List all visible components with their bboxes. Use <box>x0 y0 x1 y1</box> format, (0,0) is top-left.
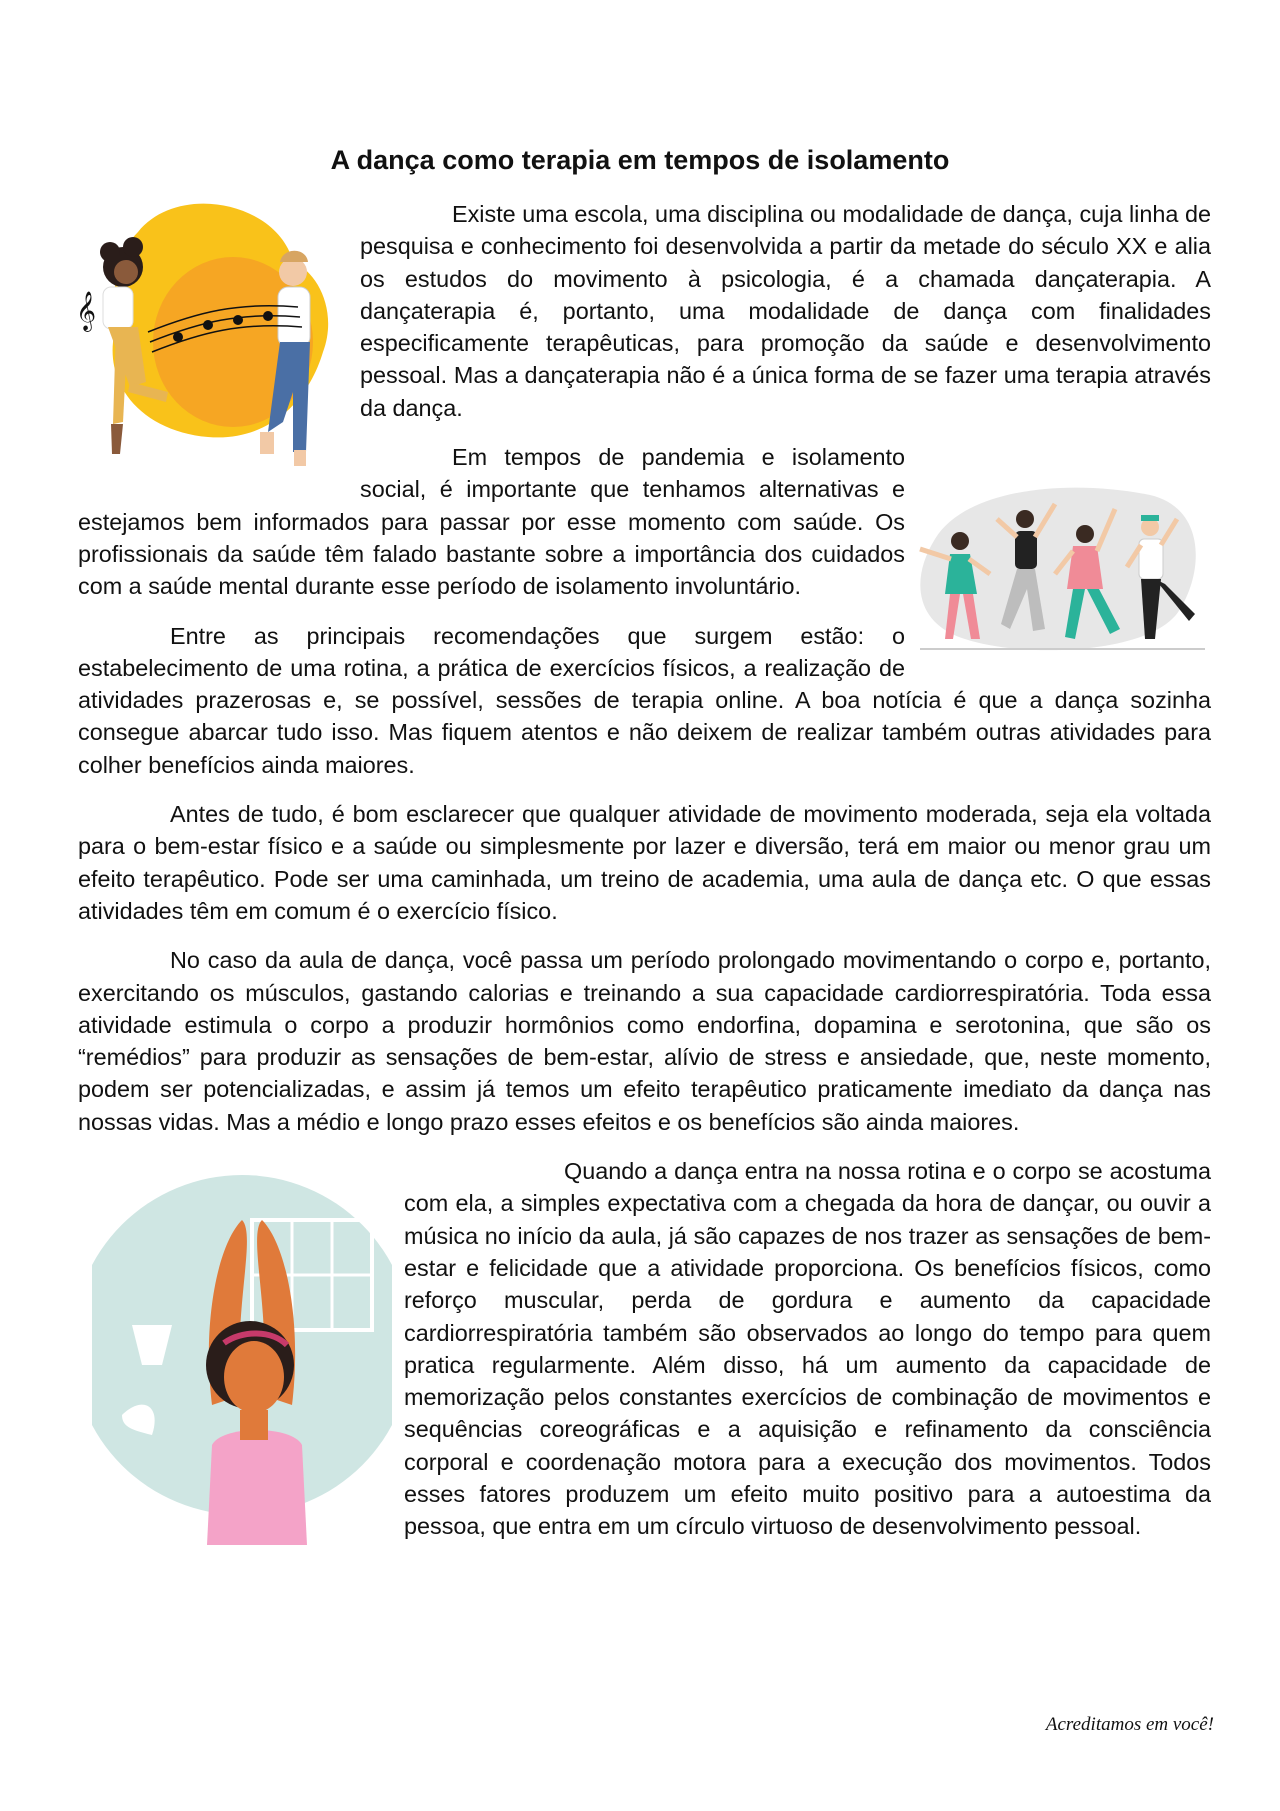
paragraph-3: Entre as principais recomendações que surgem estão: o estabelecimento de uma rotina, a prática de exercícios físicos, a realização de atividades prazerosas e, se possível, sessões de terapia online. A boa notícia é que a dança sozinha consegue abarcar tudo isso. Mas fiquem atentos e não deixem de realizar também outras atividades para colher benefícios ainda maiores. <box>78 622 1211 778</box>
paragraph-4: Antes de tudo, é bom esclarecer que qualquer atividade de movimento moderada, seja ela voltada para o bem-estar físico e a saúde ou simplesmente por lazer e diversão, terá em maior ou menor grau um efeito terapêutico. Pode ser uma caminhada, um treino de academia, uma aula de dança etc. O que essas atividades têm em comum é o exercício físico. <box>78 801 1211 924</box>
paragraph-6: Quando a dança entra na nossa rotina e o corpo se acostuma com ela, a simples expectativa com a chegada da hora de dançar, ou ouvir a música no início da aula, já são capazes de nos trazer as sensações de bem-estar e felicidade que a atividade proporciona. Os benefícios físicos, como reforço muscular, perda de gordura e aumento da capacidade cardiorrespiratória também são observados ao longo do tempo para quem pratica regularmente. Além disso, há um aumento da capacidade de memorização pelos constantes exercícios de combinação de movimentos e sequências coreográficas e a aquisição e refinamento da consciência corporal e coordenação motora para a execução dos movimentos. Todos esses fatores produzem um efeito muito positivo para a autoestima da pessoa, que entra em um círculo virtuoso de desenvolvimento pessoal. <box>404 1158 1211 1540</box>
paragraph-1: Existe uma escola, uma disciplina ou modalidade de dança, cuja linha de pesquisa e conhecimento foi desenvolvida a partir da metade do século XX e alia os estudos do movimento à psicologia, é a chamada dançaterapia. A dançaterapia é, portanto, uma modalidade de dança com finalidades especificamente terapêuticas, para promoção da saúde e desenvolvimento pessoal. Mas a dançaterapia não é a única forma de se fazer uma terapia através da dança. <box>360 201 1211 421</box>
document-title: A dança como terapia em tempos de isolamento <box>330 145 950 175</box>
woman-stretching-illustration <box>92 1165 392 1560</box>
paragraph-5: No caso da aula de dança, você passa um período prolongado movimentando o corpo e, portanto, exercitando os músculos, gastando calorias e treinando a sua capacidade cardiorrespiratória. Toda essa atividade estimula o corpo a produzir hormônios como endorfina, dopamina e serotonina, que são os “remédios” para produzir as sensações de bem-estar, alívio de stress e ansiedade, que, neste momento, podem ser potencializadas, e assim já temos um efeito terapêutico praticamente imediato da dança nas nossas vidas. Mas a médio e longo prazo esses efeitos e os benefícios são ainda maiores. <box>78 947 1211 1135</box>
svg-text:𝄞: 𝄞 <box>76 291 97 331</box>
footer-slogan: Acreditamos em você! <box>1045 1714 1214 1735</box>
document-body <box>78 198 1211 1560</box>
paragraph-2: Em tempos de pandemia e isolamento social, é importante que tenhamos alternativas e estejamos bem informados para passar por esse momento com saúde. Os profissionais da saúde têm falado bastante sobre a importância dos cuidados com a saúde mental durante esse período de isolamento involuntário. <box>78 444 905 600</box>
couple-dancing-illustration <box>68 192 360 490</box>
group-dancers-illustration <box>905 479 1215 659</box>
